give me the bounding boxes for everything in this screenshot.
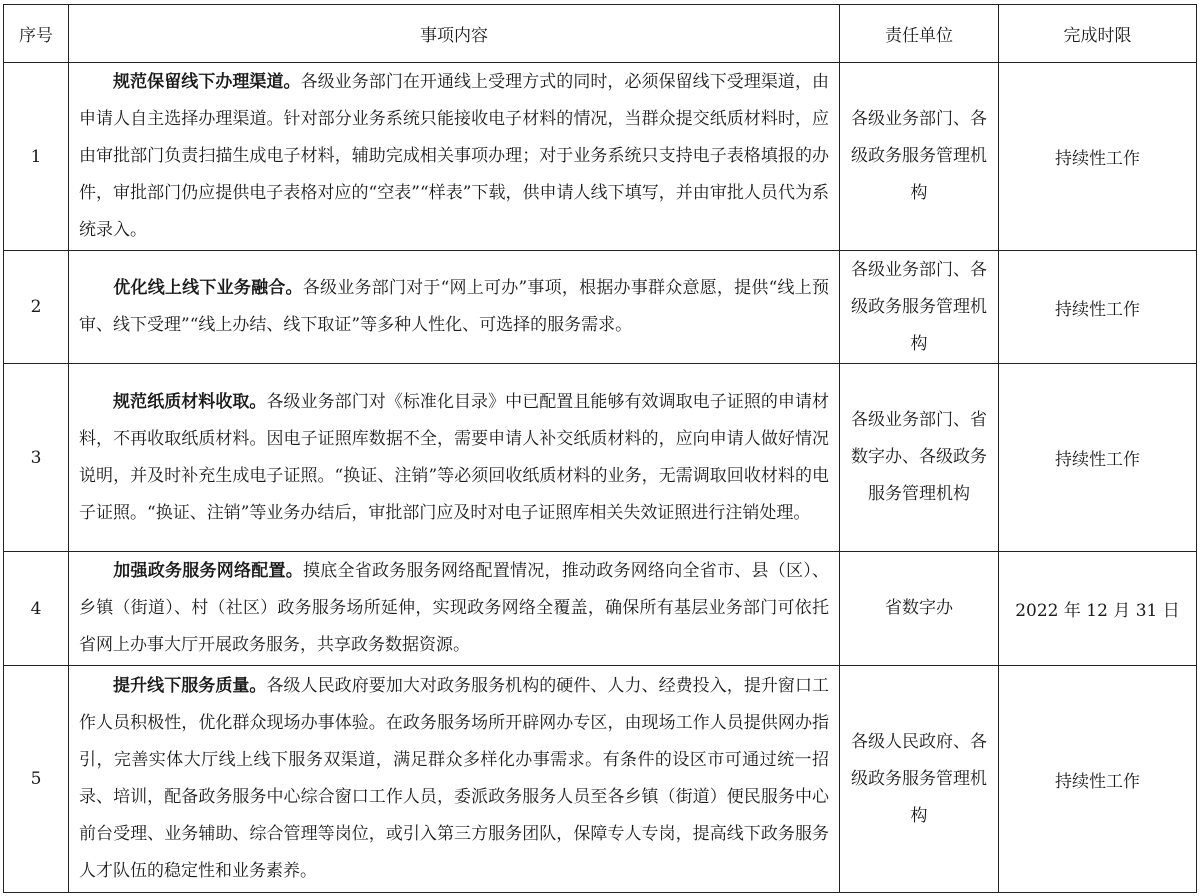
table-row	[4, 666, 1197, 893]
row-body: 各级业务部门在开通线上受理方式的同时，必须保留线下受理渠道，由申请人自主选择办理渠道。针对部分业务系统只能接收电子材料的情况，当群众提交纸质材料时，应由审批部门负责扫描生成电子材料，辅助完成相关事项办理；对于业务系统只支持电子表格填报的办件，审批部门仍应提供电子表格对应的“空表”“样表”下载，供申请人线下填写，并由审批人员代为系统录入。	[79, 72, 830, 240]
row-seq: 5	[4, 666, 69, 893]
row-unit: 各级人民政府、各级政务服务管理机构	[840, 666, 999, 893]
row-deadline: 持续性工作	[999, 364, 1197, 552]
row-unit: 各级业务部门、省数字办、各级政务服务管理机构	[840, 364, 999, 552]
table-row	[4, 552, 1197, 666]
row-content	[69, 666, 840, 893]
row-title: 加强政务服务网络配置。	[113, 561, 303, 581]
header-unit: 责任单位	[840, 5, 999, 63]
row-title: 规范保留线下办理渠道。	[113, 72, 301, 92]
header-row	[4, 5, 1197, 63]
table-row	[4, 364, 1197, 552]
row-seq: 3	[4, 364, 69, 552]
row-unit: 省数字办	[840, 552, 999, 666]
row-seq: 4	[4, 552, 69, 666]
header-deadline: 完成时限	[999, 5, 1197, 63]
row-unit: 各级业务部门、各级政务服务管理机构	[840, 63, 999, 251]
row-content	[69, 552, 840, 666]
row-body: 摸底全省政务服务网络配置情况，推动政务网络向全省市、县（区）、乡镇（街道）、村（社区）政务服务场所延伸，实现政务网络全覆盖，确保所有基层业务部门可依托省网上办事大厅开展政务服务，共享政务数据资源。	[79, 561, 829, 655]
row-content	[69, 364, 840, 552]
header-seq: 序号	[4, 5, 69, 63]
row-title: 规范纸质材料收取。	[113, 391, 267, 412]
header-content: 事项内容	[69, 5, 840, 63]
task-table	[3, 4, 1197, 893]
row-deadline: 持续性工作	[999, 666, 1197, 893]
table-row	[4, 251, 1197, 364]
row-body: 各级人民政府要加大对政务服务机构的硬件、人力、经费投入，提升窗口工作人员积极性，优化群众现场办事体验。在政务服务场所开辟网办专区，由现场工作人员提供网办指引，完善实体大厅线上线下服务双渠道，满足群众多样化办事需求。有条件的设区市可通过统一招录、培训，配备政务服务中心综合窗口工作人员，委派政务服务人员至各乡镇（街道）便民服务中心前台受理、业务辅助、综合管理等岗位，或引入第三方服务团队，保障专人专岗，提高线下政务服务人才队伍的稳定性和业务素养。	[79, 676, 830, 881]
row-unit: 各级业务部门、各级政务服务管理机构	[840, 251, 999, 364]
row-deadline: 持续性工作	[999, 251, 1197, 364]
row-title: 提升线下服务质量。	[113, 676, 267, 696]
row-seq: 1	[4, 63, 69, 251]
row-deadline: 2022 年 12 月 31 日	[999, 552, 1197, 666]
row-title: 优化线上线下业务融合。	[113, 278, 303, 298]
row-content	[69, 63, 840, 251]
row-seq: 2	[4, 251, 69, 364]
row-body: 各级业务部门对《标准化目录》中已配置且能够有效调取电子证照的申请材料，不再收取纸质材料。因电子证照库数据不全，需要申请人补交纸质材料的，应向申请人做好情况说明，并及时补充生成电子证照。“换证、注销”等必须回收纸质材料的业务，无需调取回收材料的电子证照。“换证、注销”等业务办结后，审批部门应及时对电子证照库相关失效证照进行注销处理。	[79, 391, 830, 523]
row-body: 各级业务部门对于“网上可办”事项，根据办事群众意愿，提供“线上预审、线下受理”“线上办结、线下取证”等多种人性化、可选择的服务需求。	[79, 278, 830, 335]
row-content	[69, 251, 840, 364]
table-row	[4, 63, 1197, 251]
row-deadline: 持续性工作	[999, 63, 1197, 251]
